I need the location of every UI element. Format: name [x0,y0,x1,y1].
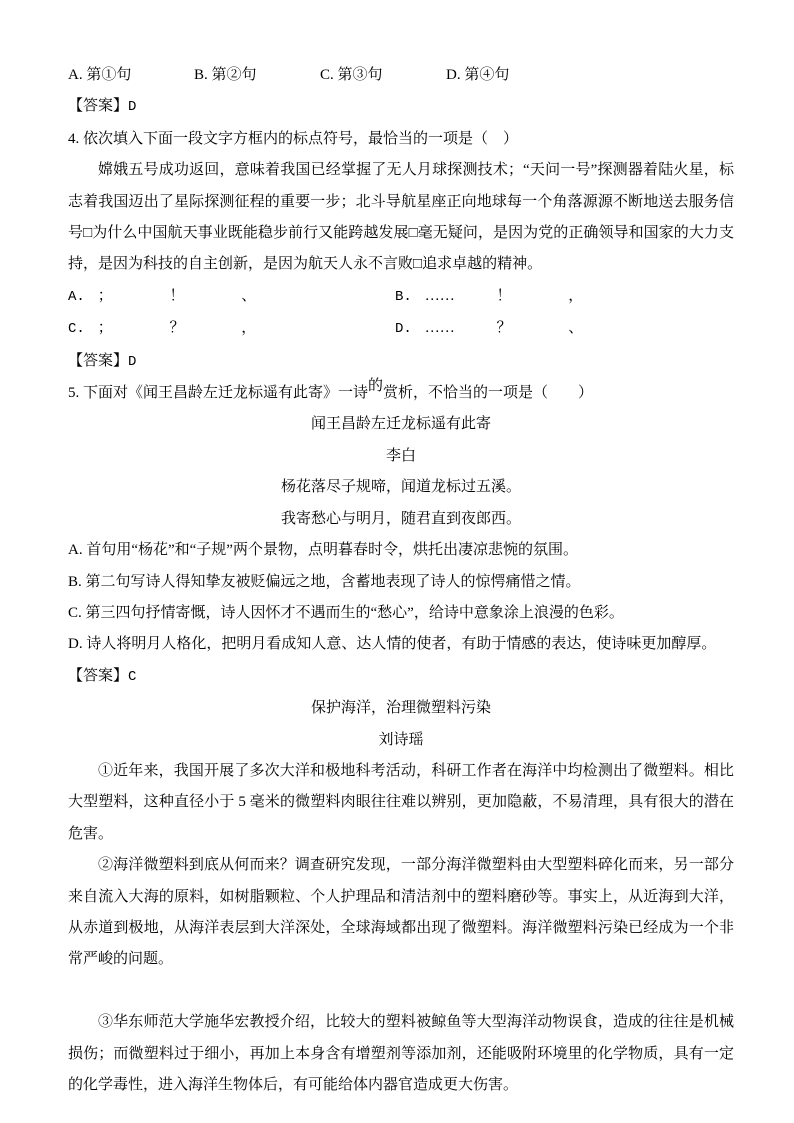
q5-stem-raised-char: 的 [368,378,384,395]
q4-option-d-label: D. [395,321,412,338]
q4-option-d [395,313,636,345]
q4-option-c-label: C. [68,321,85,338]
question-3-options-row [68,60,734,91]
q5-answer-line [68,661,734,693]
q3-option-d: D. 第④句 [446,67,510,83]
q4-option-d-mark-1: …… [424,320,455,337]
q5-option-a: A. 首句用“杨花”和“子规”两个景物，点明暮春时令，烘托出凄凉悲惋的氛围。 [68,542,578,559]
q3-answer-label: 【答案】 [68,98,129,115]
q4-answer-label: 【答案】 [68,352,129,369]
q4-option-a-mark-1: ； [97,287,113,304]
question-5-stem [68,378,734,409]
poem-title: 闻王昌龄左迁龙标遥有此寄 [310,416,491,433]
q4-option-a-mark-2: ！ [169,287,185,304]
question-4-passage: 嫦娥五号成功返回，意味着我国已经掌握了无人月球探测技术；“天问一号”探测器着陆火星，标志着我国迈出了星际探测征程的重要一步；北斗导航星座正向地球每一个角落源源不断地送去服务信号□为什么中国航天事业既能稳步前行又能跨越发展□毫无疑问，是因为党的正确领导和国家的大力支持，是因为科技的自主创新，是因为航天人永不言败□追求卓越的精神。 [68,162,734,273]
poem-line-2: 我寄愁心与明月，随君直到夜郎西。 [280,510,521,527]
poem-line-1: 杨花落尽子规啼，闻道龙标过五溪。 [280,479,521,496]
essay-paragraph-3: ③华东师范大学施华宏教授介绍，比较大的塑料被鲸鱼等大型海洋动物误食，造成的往往是机械损伤；而微塑料过于细小，再加上本身含有增塑剂等添加剂，还能吸附环境里的化学物质，具有一定的化学毒性，进入海洋生物体后，有可能给体内器官造成更大伤害。 [68,1014,734,1093]
q3-option-c: C. 第③句 [320,67,383,83]
q4-option-b-mark-3: ， [568,287,584,304]
q4-option-c [68,313,395,345]
q5-option-b: B. 第二句写诗人得知挚友被贬偏远之地，含蓄地表现了诗人的惊愕痛惜之情。 [68,573,581,590]
q3-option-a: A. 第①句 [68,67,132,83]
poem-author: 李白 [385,447,416,464]
document-content [68,60,734,1101]
q4-option-c-mark-2: ？ [169,320,185,337]
essay-paragraph-1: ①近年来，我国开展了多次大洋和极地科考活动，科研工作者在海洋中均检测出了微塑料。相比大型塑料，这种直径小于 5 毫米的微塑料肉眼往往难以辨别，更加隐蔽，不易清理，具有很大的潜在危害。 [68,762,734,842]
q5-answer-label: 【答案】 [68,667,129,684]
q3-answer-value: D [128,99,137,116]
q4-answer-value: D [128,353,137,370]
q4-answer-line [68,346,734,378]
q5-stem-prefix: 5. 下面对《闻王昌龄左迁龙标遥有此寄》一诗 [68,385,369,402]
q4-option-b-label: B. [395,288,412,305]
q4-options-row-ab [68,281,734,313]
q4-option-c-mark-3: ， [241,320,257,337]
essay-paragraph-2: ②海洋微塑料到底从何而来？调查研究发现，一部分海洋微塑料由大型塑料碎化而来，另一部分来自流入大海的原料，如树脂颗粒、个人护理品和清洁剂中的塑料磨砂等。事实上，从近海到大洋，从赤道到极地，从海洋表层到大洋深处，全球海域都出现了微塑料。海洋微塑料污染已经成为一个非常严峻的问题。 [68,857,734,968]
q4-option-a [68,281,395,313]
q5-stem-suffix: 赏析，不恰当的一项是（ ） [383,385,594,402]
essay-title: 保护海洋，治理微塑料污染 [310,700,491,717]
question-4-stem: 4. 依次填入下面一段文字方框内的标点符号，最恰当的一项是（ ） [68,130,519,147]
q4-options-row-cd [68,313,734,345]
q4-option-d-mark-3: 、 [568,320,584,337]
q4-option-d-mark-2: ？ [496,320,512,337]
q4-option-c-mark-1: ； [97,320,113,337]
q4-option-b [395,281,636,313]
essay-author: 刘诗瑶 [378,731,424,748]
q3-option-b: B. 第②句 [194,67,257,83]
q5-option-d: D. 诗人将明月人格化，把明月看成知人意、达人情的使者，有助于情感的表达，使诗味更加醇厚。 [68,636,717,653]
q5-answer-value: C [128,668,137,685]
q3-answer-line [68,91,734,123]
q4-option-a-label: A. [68,288,85,305]
q4-option-b-mark-2: ！ [496,287,512,304]
q5-option-c: C. 第三四句抒情寄慨，诗人因怀才不遇而生的“愁心”，给诗中意象涂上浪漫的色彩。 [68,604,624,621]
q4-option-a-mark-3: 、 [241,287,257,304]
q4-option-b-mark-1: …… [424,287,455,304]
